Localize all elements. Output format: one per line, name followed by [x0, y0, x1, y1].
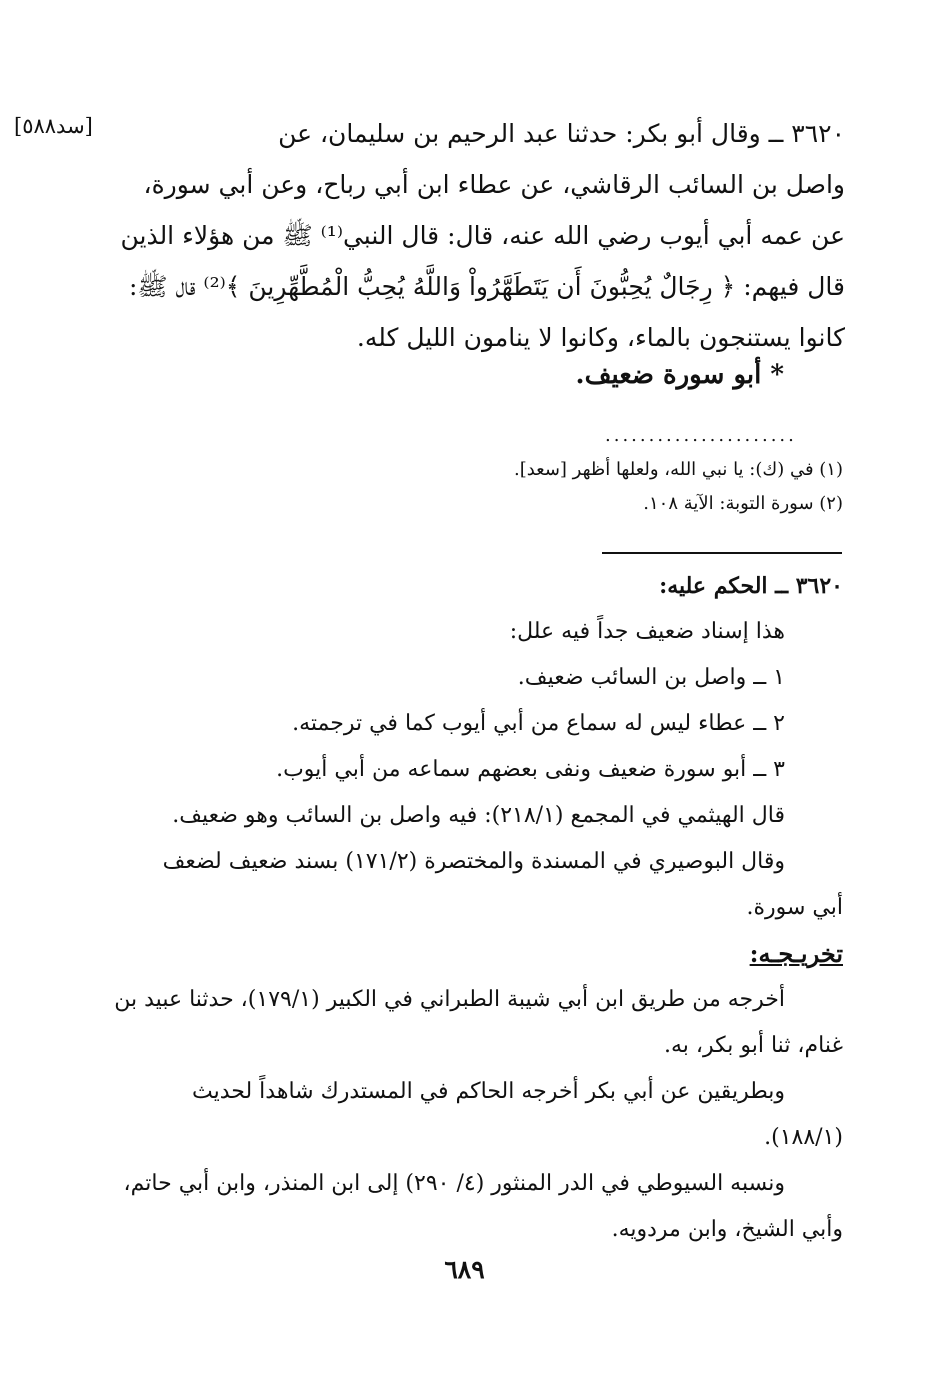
- takhrij-paragraph-cont: (١٨٨/١).: [764, 1125, 843, 1150]
- takhrij-paragraph: ونسبه السيوطي في الدر المنثور (٤/ ٢٩٠) إلى ابن المنذر، وابن أبي حاتم،: [123, 1171, 785, 1196]
- hadith-text: [95, 108, 845, 363]
- side-reference: [سد٥٨٨]: [14, 114, 93, 138]
- page-number: ٦٨٩: [444, 1255, 485, 1284]
- hadith-line: كانوا يستنجون بالماء، وكانوا لا ينامون الليل كله.: [356, 323, 845, 352]
- takhrij-paragraph-cont: وأبي الشيخ، وابن مردويه.: [611, 1217, 843, 1242]
- ruling-intro: هذا إسناد ضعيف جداً فيه علل:: [509, 619, 785, 644]
- busiri-quote-cont: أبي سورة.: [746, 895, 843, 920]
- hadith-verdict: * أبو سورة ضعيف.: [575, 360, 784, 390]
- hadith-line: عن عمه أبي أيوب رضي الله عنه، قال: قال النبي⁽¹⁾ ﷺ من هؤلاء الذين: [120, 221, 845, 250]
- ruling-heading: ٣٦٢٠ ــ الحكم عليه:: [659, 573, 843, 599]
- hadith-line: قال فيهم: ﴿ رِجَالٌ يُحِبُّونَ أَن يَتَطَهَّرُواْ وَاللَّهُ يُحِبُّ الْمُطَّهِّرِينَ ﴾⁽²⁾ قال ﷺ:: [129, 272, 845, 301]
- haythami-quote: قال الهيثمي في المجمع (٢١٨/١): فيه واصل بن السائب وهو ضعيف.: [172, 803, 785, 828]
- takhrij-paragraph: وبطريقين عن أبي بكر أخرجه الحاكم في المستدرك شاهداً لحديث: [192, 1079, 785, 1104]
- hadith-line: واصل بن السائب الرقاشي، عن عطاء ابن أبي رباح، وعن أبي سورة،: [143, 170, 845, 199]
- hadith-line: ٣٦٢٠ ــ وقال أبو بكر: حدثنا عبد الرحيم بن سليمان، عن: [278, 119, 845, 148]
- takhrij-heading: تخريـجـه:: [749, 939, 843, 968]
- reason-item: ٢ ــ عطاء ليس له سماع من أبي أيوب كما في ترجمته.: [292, 711, 785, 736]
- commentary: [108, 563, 843, 1253]
- reason-item: ١ ــ واصل بن السائب ضعيف.: [517, 665, 785, 690]
- footnote-1: (١) في (ك): يا نبي الله، ولعلها أظهر [سعد].: [513, 459, 843, 480]
- footnote-separator: ......................: [605, 425, 797, 446]
- takhrij-paragraph: أخرجه من طريق ابن أبي شيبة الطبراني في الكبير (١٧٩/١)، حدثنا عبيد بن: [114, 987, 785, 1012]
- section-rule: [602, 552, 842, 554]
- footnotes: [514, 453, 843, 521]
- reason-item: ٣ ــ أبو سورة ضعيف ونفى بعضهم سماعه من أبي أيوب.: [276, 757, 785, 782]
- busiri-quote: وقال البوصيري في المسندة والمختصرة (١٧١/٢) بسند ضعيف لضعف: [162, 849, 785, 874]
- footnote-2: (٢) سورة التوبة: الآية ١٠٨.: [643, 493, 843, 514]
- takhrij-paragraph-cont: غنام، ثنا أبو بكر، به.: [663, 1033, 843, 1058]
